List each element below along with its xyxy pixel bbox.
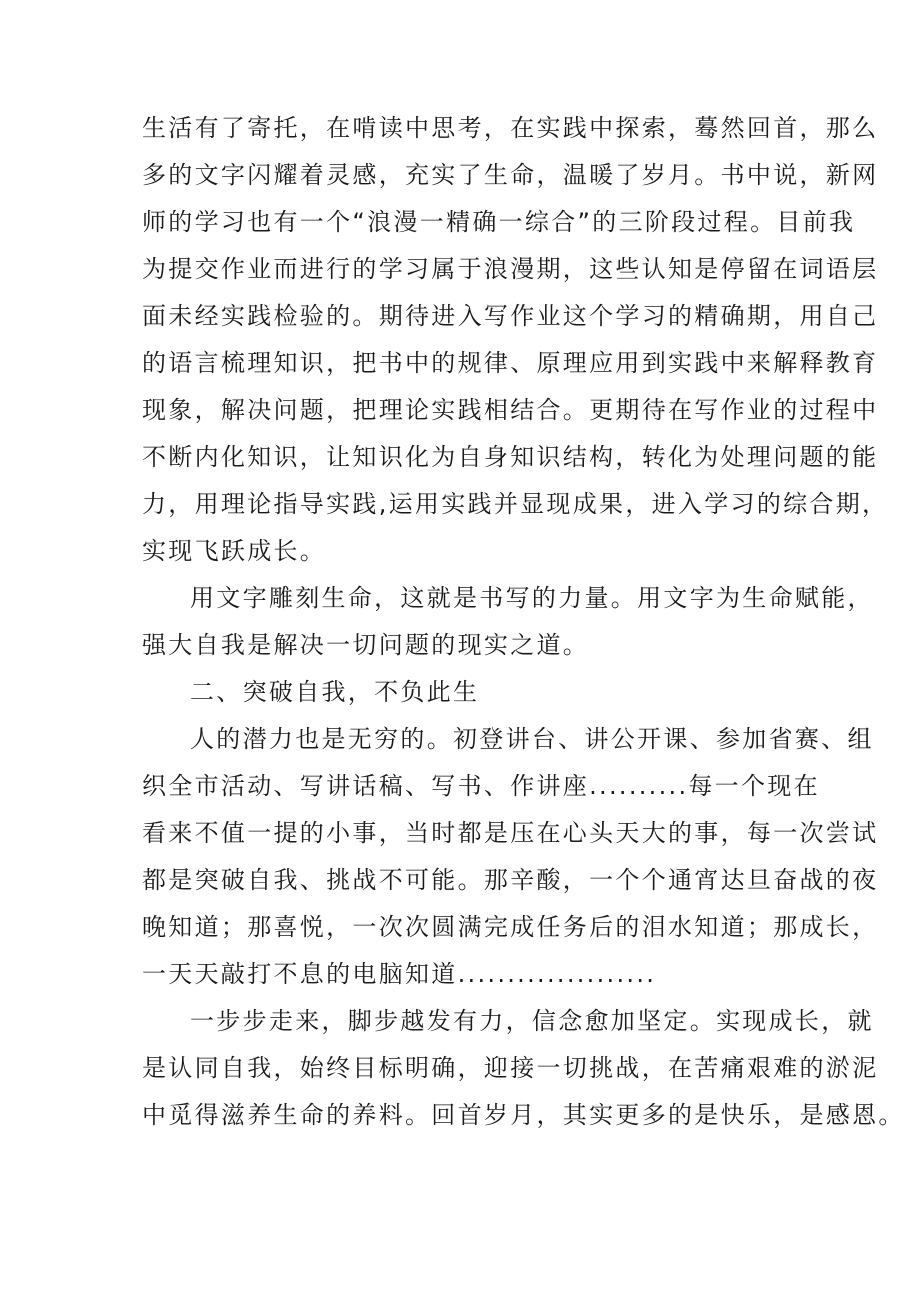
text-line: 现象，解决问题，把理论实践相结合。更期待在写作业的过程中 [142, 396, 879, 424]
text-line: 织全市活动、写讲话稿、写书、作讲座..........每一个现在 [142, 772, 820, 800]
text-line: 力，用理论指导实践,运用实践并显现成果，进入学习的综合期， [142, 490, 889, 518]
text-line: 人的潜力也是无穷的。初登讲台、讲公开课、参加省赛、组 [190, 725, 874, 753]
text-line: 中觅得滋养生命的养料。回首岁月，其实更多的是快乐，是感恩。 [142, 1101, 905, 1129]
section-heading: 二、突破自我，不负此生 [190, 678, 480, 706]
text-line: 生活有了寄托，在啃读中思考，在实践中探索，蓦然回首，那么 [142, 114, 879, 142]
text-line: 不断内化知识，让知识化为自身知识结构，转化为处理问题的能 [142, 443, 879, 471]
text-line: 晚知道；那喜悦，一次次圆满完成任务后的泪水知道；那成长， [142, 913, 879, 941]
text-line: 一步步走来，脚步越发有力，信念愈加坚定。实现成长，就 [190, 1007, 874, 1035]
text-line: 多的文字闪耀着灵感，充实了生命，温暖了岁月。书中说，新网 [142, 161, 879, 189]
text-line: 实现飞跃成长。 [142, 537, 327, 565]
text-line: 面未经实践检验的。期待进入写作业这个学习的精确期，用自己 [142, 302, 879, 330]
text-line: 都是突破自我、挑战不可能。那辛酸，一个个通宵达旦奋战的夜 [142, 866, 879, 894]
text-line: 用文字雕刻生命，这就是书写的力量。用文字为生命赋能， [190, 584, 874, 612]
text-line: 是认同自我，始终目标明确，迎接一切挑战，在苦痛艰难的淤泥 [142, 1054, 879, 1082]
text-line: 为提交作业而进行的学习属于浪漫期，这些认知是停留在词语层 [142, 255, 879, 283]
text-line: 强大自我是解决一切问题的现实之道。 [142, 631, 590, 659]
text-line: 一天天敲打不息的电脑知道.................... [142, 960, 657, 988]
text-line: 看来不值一提的小事，当时都是压在心头天大的事，每一次尝试 [142, 819, 879, 847]
text-line: 的语言梳理知识，把书中的规律、原理应用到实践中来解释教育 [142, 349, 879, 377]
text-line: 师的学习也有一个“浪漫一精确一综合”的三阶段过程。目前我 [142, 208, 856, 236]
